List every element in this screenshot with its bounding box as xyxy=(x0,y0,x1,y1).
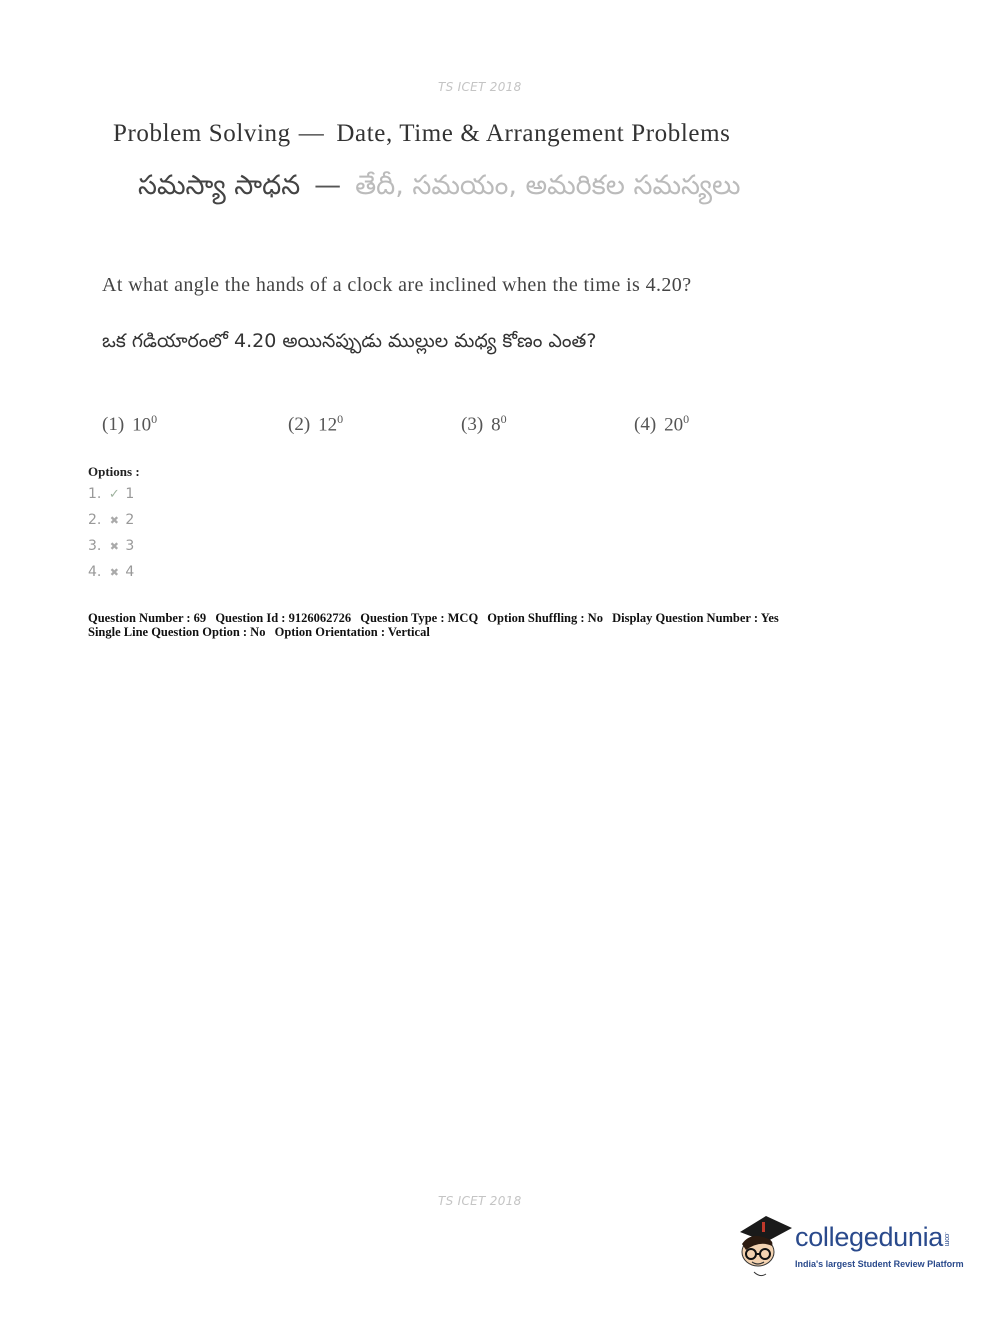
cross-icon: ✖ xyxy=(109,514,119,527)
cross-icon: ✖ xyxy=(109,566,119,579)
watermark-bottom: TS ICET 2018 xyxy=(438,1194,522,1208)
option-index: 4. xyxy=(88,564,102,580)
option-item-1 xyxy=(88,486,134,502)
option-index: 3. xyxy=(88,538,102,554)
answer-choice-2 xyxy=(288,412,343,436)
question-type: Question Type : MCQ xyxy=(360,611,479,625)
watermark-top: TS ICET 2018 xyxy=(438,80,522,94)
option-label: 3 xyxy=(125,538,135,554)
option-shuffling: Option Shuffling : No xyxy=(487,611,603,625)
answer-number: (2) xyxy=(288,414,311,436)
question-metadata xyxy=(88,611,785,639)
question-number: Question Number : 69 xyxy=(88,611,207,625)
question-text-telugu: ఒక గడియారంలో 4.20 అయినప్పుడు ముల్లుల మధ్య కోణం ఎంత? xyxy=(102,330,597,352)
option-index: 1. xyxy=(88,486,102,502)
option-item-4 xyxy=(88,564,134,580)
option-item-3 xyxy=(88,538,134,554)
brand-tagline: India's largest Student Review Platform xyxy=(795,1259,964,1269)
collegedunia-mascot-icon xyxy=(736,1210,794,1280)
answer-number: (3) xyxy=(461,414,484,436)
brand-name: collegedunia xyxy=(795,1222,944,1252)
title-part2: Date, Time & Arrangement Problems xyxy=(336,120,731,147)
answer-value: 12 xyxy=(318,414,338,436)
question-id: Question Id : 9126062726 xyxy=(215,611,352,625)
answer-value: 20 xyxy=(664,414,684,436)
degree-superscript: 0 xyxy=(500,412,507,426)
page-title-telugu xyxy=(138,170,741,208)
title-telugu-part2: తేదీ, సమయం, అమరికల సమస్యలు xyxy=(355,170,741,201)
options-heading: Options : xyxy=(88,464,140,479)
title-separator: — xyxy=(298,120,325,147)
question-text-english: At what angle the hands of a clock are inclined when the time is 4.20? xyxy=(102,274,692,296)
title-telugu-part1: సమస్యా సాధన xyxy=(138,170,301,201)
title-telugu-separator: — xyxy=(314,170,342,201)
answer-choice-1 xyxy=(102,412,157,436)
answer-number: (1) xyxy=(102,414,125,436)
brand-logo-text xyxy=(795,1222,950,1253)
brand-suffix: .com xyxy=(943,1231,951,1246)
option-label: 2 xyxy=(125,512,135,528)
answer-choice-3 xyxy=(461,412,507,436)
check-icon: ✓ xyxy=(108,487,120,502)
answer-choice-4 xyxy=(634,412,689,436)
option-label: 4 xyxy=(125,564,135,580)
option-item-2 xyxy=(88,512,134,528)
degree-superscript: 0 xyxy=(683,412,690,426)
single-line-option: Single Line Question Option : No xyxy=(88,625,266,639)
degree-superscript: 0 xyxy=(337,412,344,426)
metadata-line-2 xyxy=(88,625,785,639)
cross-icon: ✖ xyxy=(109,540,119,553)
title-part1: Problem Solving xyxy=(113,120,291,147)
page-title-english xyxy=(113,120,730,148)
option-label: 1 xyxy=(125,486,135,502)
answer-value: 8 xyxy=(491,414,501,436)
degree-superscript: 0 xyxy=(151,412,158,426)
option-orientation: Option Orientation : Vertical xyxy=(274,625,430,639)
display-question-number: Display Question Number : Yes xyxy=(612,611,779,625)
answer-number: (4) xyxy=(634,414,657,436)
answer-value: 10 xyxy=(132,414,152,436)
metadata-line-1 xyxy=(88,611,785,625)
option-index: 2. xyxy=(88,512,102,528)
